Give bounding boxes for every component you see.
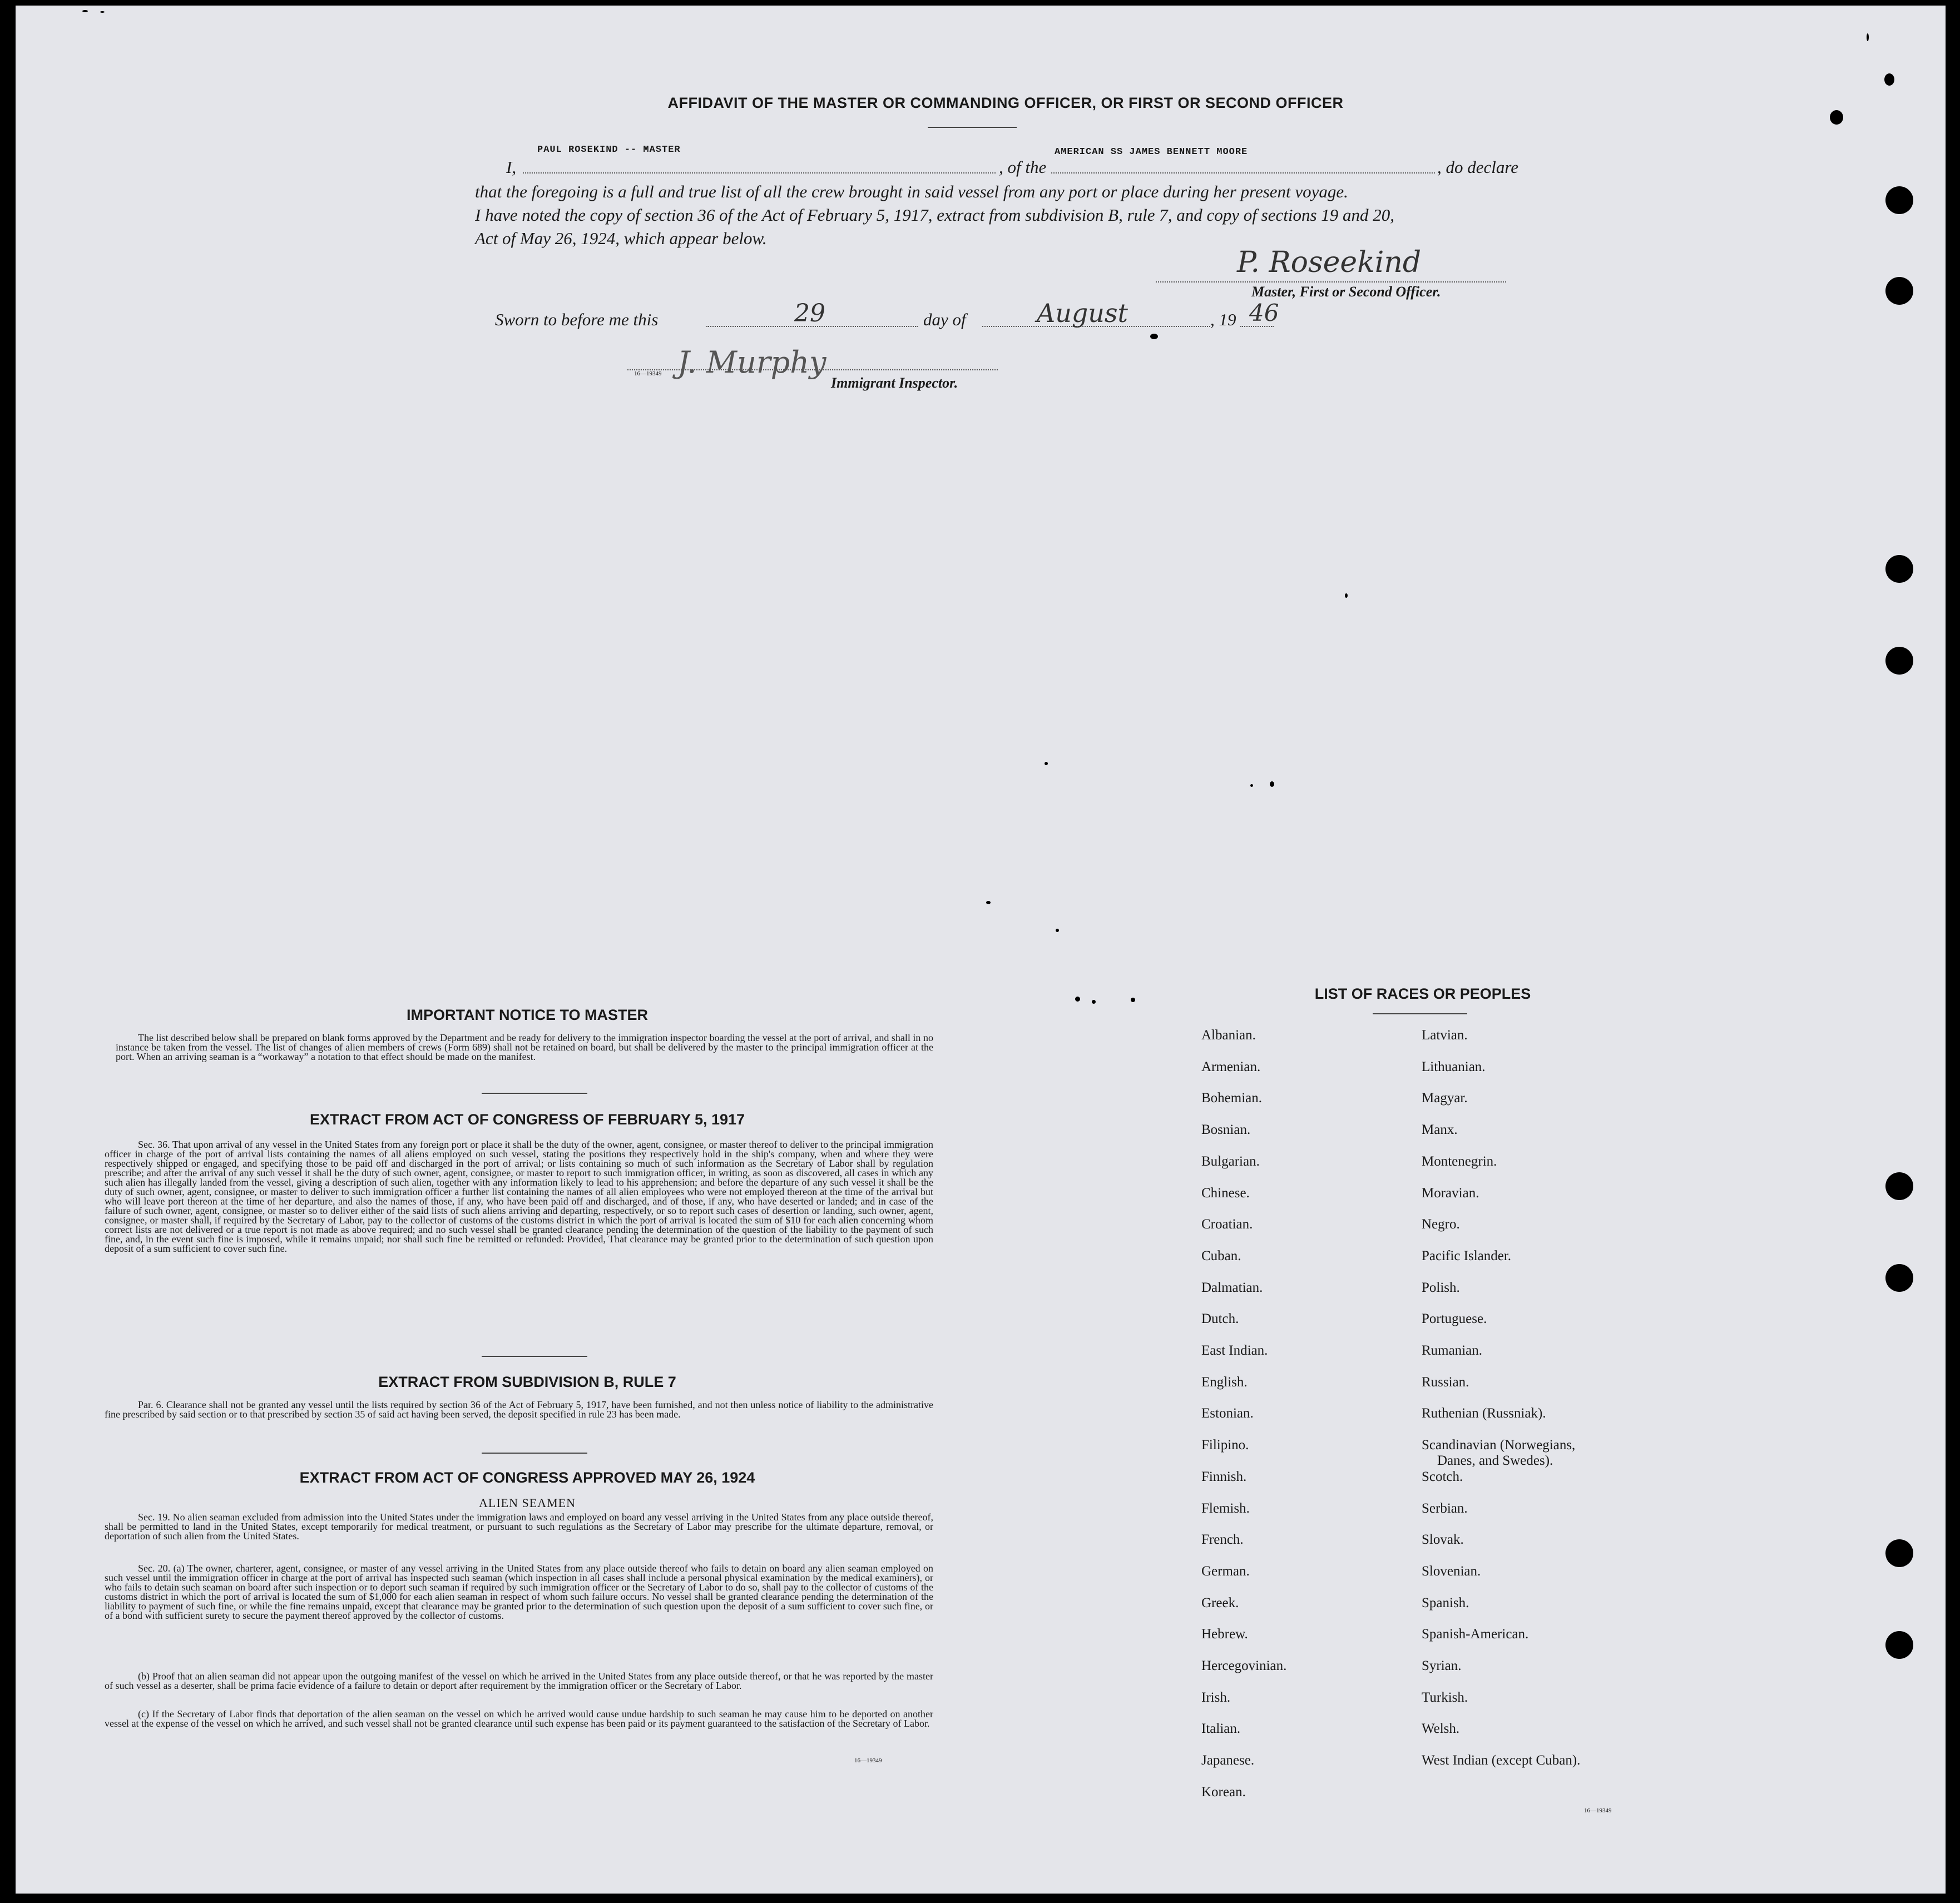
extract-form-number: 16—19349: [854, 1757, 882, 1764]
race-item: Dutch.: [1201, 1311, 1239, 1326]
year-prefix: , 19: [1210, 310, 1236, 329]
race-item: Cuban.: [1201, 1248, 1241, 1263]
race-item: Welsh.: [1422, 1721, 1460, 1736]
race-item: Spanish.: [1422, 1595, 1469, 1610]
master-signature: P. Roseekind: [1237, 246, 1422, 279]
extract-1917-text: Sec. 36. That upon arrival of any vessel in the United States from any foreign port or place it shall be the duty of the owner, agent, consignee, or master thereof to deliver to the principal immigration officer in charge of the port of arrival lists containing the names of all aliens employed on such vessel, stating the positions they respectively hold in the ship's company, when and where they were respectively shipped or engaged, and specifying those to be paid off and discharged in the port of arrival; or lists containing so much of such information as the Secretary of Labor shall by regulation prescribe; and after the arrival of any such vessel it shall be the duty of such owner, agent, consignee, or master to report to such immigration officer, in writing, as soon as discovered, all cases in which any such alien has illegally landed from the vessel, giving a description of such alien, together with any information likely to lead to his apprehension; and before the departure of any such vessel it shall be the duty of such owner, agent, consignee, or master to deliver to such immigration officer a further list containing the names of all alien employees who were not employed thereon at the time of the arrival but who will leave port thereon at the time of her departure, and also the names of those, if any, who have been paid off and discharged, and of those, if any, who have deserted or landed; and in case of the failure of such owner, agent, consignee, or master so to deliver either of the said lists of such aliens arriving and departing, respectively, or so to report such cases of desertion or landing, such owner, agent, consignee, or master shall, if required by the Secretary of Labor, pay to the collector of customs of the customs district in which the port of arrival is located the sum of $10 for each alien concerning whom correct lists are not delivered or a true report is not made as above required; and no such vessel shall be granted clearance pending the determination of the question of the liability to the payment of such fine, and, in the event such fine is imposed, while it remains unpaid; nor shall such fine be remitted or refunded: Provided, That clearance may be granted prior to the determination of such question upon deposit of a sum sufficient to cover such fine.: [105, 1139, 933, 1254]
race-item: Greek.: [1201, 1595, 1239, 1610]
inspector-caption: Immigrant Inspector.: [831, 375, 958, 391]
race-item: Turkish.: [1422, 1690, 1468, 1705]
vessel-name-typed: AMERICAN SS JAMES BENNETT MOORE: [1055, 147, 1248, 157]
extract-1917-title: EXTRACT FROM ACT OF CONGRESS OF FEBRUARY 5, 1917: [309, 1111, 745, 1128]
i-label: I,: [506, 157, 517, 177]
extract-1924-sec20c: (c) If the Secretary of Labor finds that deportation of the alien seaman on the vessel on which he arrived would cause undue hardship to such seaman he may cause him to be deported on another vessel at the expense of the vessel on which he arrived, and such vessel shall not be granted clearance until such expense has been paid or its payment guaranteed to the satisfaction of the Secretary of Labor.: [105, 1708, 933, 1729]
race-item: Filipino.: [1201, 1438, 1249, 1453]
extract-1924-sec20a: Sec. 20. (a) The owner, charterer, agent, consignee, or master of any vessel arriving in the United States from any place outside thereof who fails to detain on board any alien seaman employed on such vessel until the immigration officer in charge at the port of arrival has inspected such seaman (which inspection in all cases shall include a personal physical examination by the medical examiners), or who fails to detain such seaman on board after such inspection or to deport such seaman if required by such immigration officer or the Secretary of Labor to do so, shall pay to the collector of customs of the customs district in which the port of arrival is located the sum of $1,000 for each alien seaman in respect of whom such failure occurs. No vessel shall be granted clearance pending the determination of the liability to payment of such fine, or while the fine remains unpaid, except that clearance may be granted prior to the determination of such question upon the deposit of a sum sufficient to cover such fine, or of a bond with sufficient surety to secure the payment thereof approved by the collector of customs.: [105, 1563, 933, 1621]
race-item: Pacific Islander.: [1422, 1248, 1512, 1263]
punch-hole: [1885, 555, 1913, 583]
race-item: Ruthenian (Russniak).: [1422, 1406, 1546, 1421]
race-item: East Indian.: [1201, 1343, 1268, 1358]
extract-rule7-title: EXTRACT FROM SUBDIVISION B, RULE 7: [378, 1374, 676, 1390]
race-item: Danes, and Swedes).: [1437, 1453, 1553, 1468]
affidavit-line-3: I have noted the copy of section 36 of the Act of February 5, 1917, extract from subdivision B, rule 7, and copy of sections 19 and 20,: [475, 205, 1395, 225]
alien-seamen-subtitle: ALIEN SEAMEN: [479, 1496, 576, 1510]
race-item: Manx.: [1422, 1122, 1458, 1137]
race-item: West Indian (except Cuban).: [1422, 1753, 1581, 1768]
inspector-signature: J. Murphy: [677, 345, 826, 380]
punch-hole: [1885, 277, 1913, 305]
race-item: Albanian.: [1201, 1028, 1256, 1043]
punch-hole: [1885, 186, 1913, 214]
race-item: French.: [1201, 1532, 1244, 1547]
master-caption: Master, First or Second Officer.: [1251, 284, 1441, 300]
race-item: Slovak.: [1422, 1532, 1464, 1547]
punch-hole: [1885, 1631, 1913, 1659]
race-item: Latvian.: [1422, 1028, 1468, 1043]
race-item: Hercegovinian.: [1201, 1658, 1287, 1673]
race-item: Finnish.: [1201, 1469, 1247, 1484]
inspector-form-number: 16—19349: [634, 370, 662, 377]
affidavit-line-2: that the foregoing is a full and true list of all the crew brought in said vessel from any port or place during her present voyage.: [475, 182, 1348, 201]
race-item: Portuguese.: [1422, 1311, 1487, 1326]
notice-text: The list described below shall be prepared on blank forms approved by the Department and be ready for delivery to the immigration inspector boarding the vessel at the port of arrival, and shall in no instance be taken from the vessel. The list of changes of alien members of crews (Form 689) shall not be retained on board, but shall be delivered by the master to the principal immigration officer at the port. When an arriving seaman is a “workaway” a notation to that effect should be made on the manifest.: [116, 1032, 933, 1062]
extract-1924-sec19: Sec. 19. No alien seaman excluded from admission into the United States under the immigration laws and employed on board any vessel arriving in the United States from any place outside thereof, shall be permitted to land in the United States, except temporarily for medical treatment, or pursuant to such regulations as the Secretary of Labor may prescribe for the ultimate departure, removal, or deportation of such alien from the United States.: [105, 1512, 933, 1542]
race-item: Dalmatian.: [1201, 1280, 1263, 1295]
race-item: Spanish-American.: [1422, 1627, 1529, 1642]
sworn-label: Sworn to before me this: [495, 310, 659, 329]
race-item: Bosnian.: [1201, 1122, 1251, 1137]
document-page: [16, 6, 1946, 1894]
races-form-number: 16—19349: [1584, 1807, 1612, 1814]
race-item: Flemish.: [1201, 1501, 1250, 1516]
sworn-month: August: [1037, 298, 1129, 328]
punch-hole: [1885, 1264, 1913, 1292]
punch-hole: [1885, 1539, 1913, 1567]
race-item: Polish.: [1422, 1280, 1460, 1295]
races-title: LIST OF RACES OR PEOPLES: [1314, 985, 1531, 1002]
notice-title: IMPORTANT NOTICE TO MASTER: [407, 1007, 648, 1023]
extract-1924-title: EXTRACT FROM ACT OF CONGRESS APPROVED MAY 26, 1924: [299, 1469, 755, 1486]
race-item: Bohemian.: [1201, 1091, 1263, 1106]
sworn-year: 46: [1249, 299, 1279, 326]
punch-hole: [1885, 647, 1913, 675]
race-item: Estonian.: [1201, 1406, 1254, 1421]
race-item: Syrian.: [1422, 1658, 1462, 1673]
race-item: Hebrew.: [1201, 1627, 1248, 1642]
day-of-label: day of: [923, 310, 966, 329]
race-item: Negro.: [1422, 1217, 1460, 1232]
extract-1924-sec20b: (b) Proof that an alien seaman did not appear upon the outgoing manifest of the vessel on which he arrived in the United States from any place outside thereof, or that he was reported by the master of such vessel as a deserter, shall be prima facie evidence of a failure to detain or deport after requirement by the immigration officer or the Secretary of Labor.: [105, 1671, 933, 1691]
race-item: Scandinavian (Norwegians,: [1422, 1438, 1576, 1453]
race-item: Slovenian.: [1422, 1564, 1481, 1579]
of-the-label: , of the: [999, 157, 1047, 177]
race-item: Scotch.: [1422, 1469, 1463, 1484]
race-item: Irish.: [1201, 1690, 1231, 1705]
race-item: Italian.: [1201, 1721, 1241, 1736]
race-item: Croatian.: [1201, 1217, 1253, 1232]
race-item: Chinese.: [1201, 1186, 1250, 1201]
race-item: Japanese.: [1201, 1753, 1255, 1768]
race-item: Korean.: [1201, 1785, 1246, 1800]
race-item: Magyar.: [1422, 1091, 1468, 1106]
race-item: Lithuanian.: [1422, 1059, 1486, 1074]
do-declare-label: , do declare: [1437, 157, 1519, 177]
race-item: Serbian.: [1422, 1501, 1468, 1516]
affidavit-line-4: Act of May 26, 1924, which appear below.: [475, 229, 767, 248]
race-item: Moravian.: [1422, 1186, 1479, 1201]
race-item: German.: [1201, 1564, 1250, 1579]
race-item: Russian.: [1422, 1375, 1469, 1390]
officer-name-typed: PAUL ROSEKIND -- MASTER: [537, 145, 681, 155]
punch-hole: [1885, 1172, 1913, 1200]
affidavit-title: AFFIDAVIT OF THE MASTER OR COMMANDING OFFICER, OR FIRST OR SECOND OFFICER: [667, 95, 1344, 111]
race-item: Montenegrin.: [1422, 1154, 1497, 1169]
sworn-day: 29: [794, 299, 825, 328]
extract-rule7-text: Par. 6. Clearance shall not be granted any vessel until the lists required by section 36 of the Act of February 5, 1917, have been furnished, and not then unless notice of liability to the administrative fine prescribed by said section or to that prescribed by section 35 of said act having been served, the deposit specified in rule 23 has been made.: [105, 1399, 933, 1420]
race-item: Bulgarian.: [1201, 1154, 1260, 1169]
race-item: Rumanian.: [1422, 1343, 1483, 1358]
race-item: Armenian.: [1201, 1059, 1261, 1074]
race-item: English.: [1201, 1375, 1248, 1390]
